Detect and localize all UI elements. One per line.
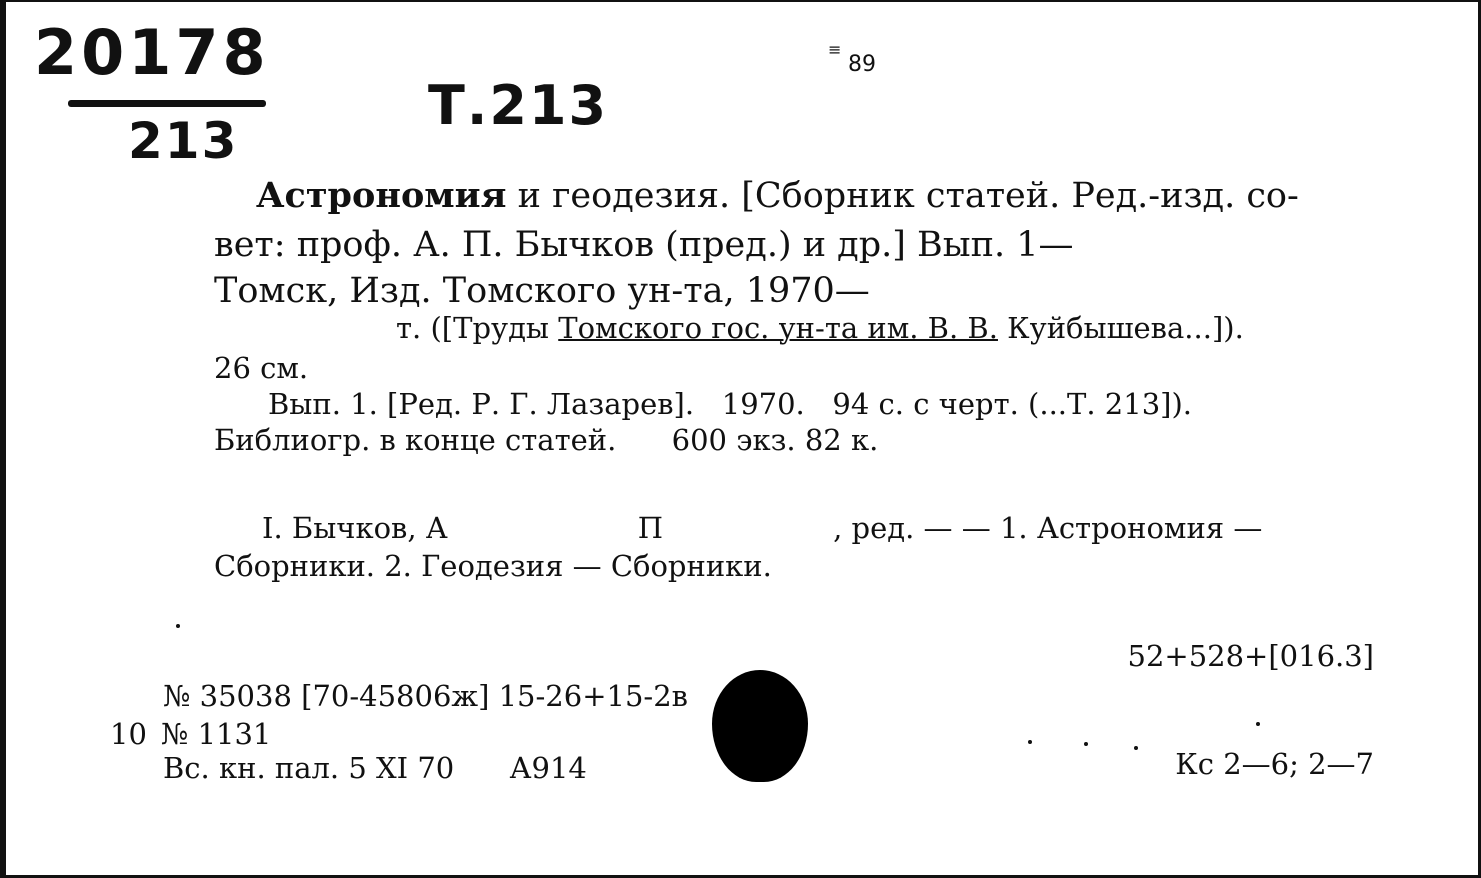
series-line (396, 311, 1244, 345)
speck (1256, 722, 1260, 726)
speck (1134, 746, 1138, 750)
copies-number: № 1131 (160, 717, 272, 751)
editors-line: вет: проф. А. П. Бычков (пред.) и др.] Вып. 1— (214, 225, 1074, 265)
top-mark-text: 89 (848, 52, 876, 77)
subject-editor-b: П (637, 511, 664, 545)
subjects-line-1 (262, 511, 1263, 545)
series-underlined: Томского гос. ун-та им. В. В. (558, 311, 998, 345)
speck (1084, 742, 1088, 746)
classification-code: 52+528+[016.3] (1127, 639, 1374, 673)
speck (1028, 740, 1032, 744)
accession-number: 20178 (34, 16, 270, 89)
series-suffix: Куйбышева...]). (997, 311, 1244, 345)
copies-prefix: 10 (110, 717, 147, 751)
copies-line (110, 717, 272, 751)
subject-codes: Кс 2—6; 2—7 (1175, 747, 1374, 781)
ink-blot (712, 670, 808, 782)
imprint-line: Томск, Изд. Томского ун-та, 1970— (214, 271, 870, 311)
title-rest: и геодезия. [Сборник статей. Ред.-изд. со- (506, 176, 1299, 216)
fraction-denominator: 213 (128, 112, 239, 170)
print-line: Вс. кн. пал. 5 XI 70 А914 (163, 751, 587, 785)
speck (176, 624, 180, 628)
subjects-line-2: Сборники. 2. Геодезия — Сборники. (214, 549, 772, 583)
subject-editor-a: I. Бычков, А (262, 511, 448, 545)
subject-editor-c: , ред. — — 1. Астрономия — (833, 511, 1263, 545)
title-bold: Астрономия (256, 175, 507, 216)
title-line (256, 175, 1299, 216)
shelf-mark: Т.213 (428, 74, 609, 137)
series-prefix: т. ([Труды (396, 311, 559, 345)
order-line: № 35038 [70-45806ж] 15-26+15-2в (163, 679, 688, 713)
size-line: 26 см. (214, 351, 309, 385)
roman-tick-icon: ≡ (828, 40, 842, 59)
fraction-bar (68, 100, 266, 107)
bibliography-line: Библиогр. в конце статей. 600 экз. 82 к. (214, 423, 879, 457)
issue-line: Вып. 1. [Ред. Р. Г. Лазарев]. 1970. 94 с. с черт. (...Т. 213]). (268, 387, 1193, 421)
